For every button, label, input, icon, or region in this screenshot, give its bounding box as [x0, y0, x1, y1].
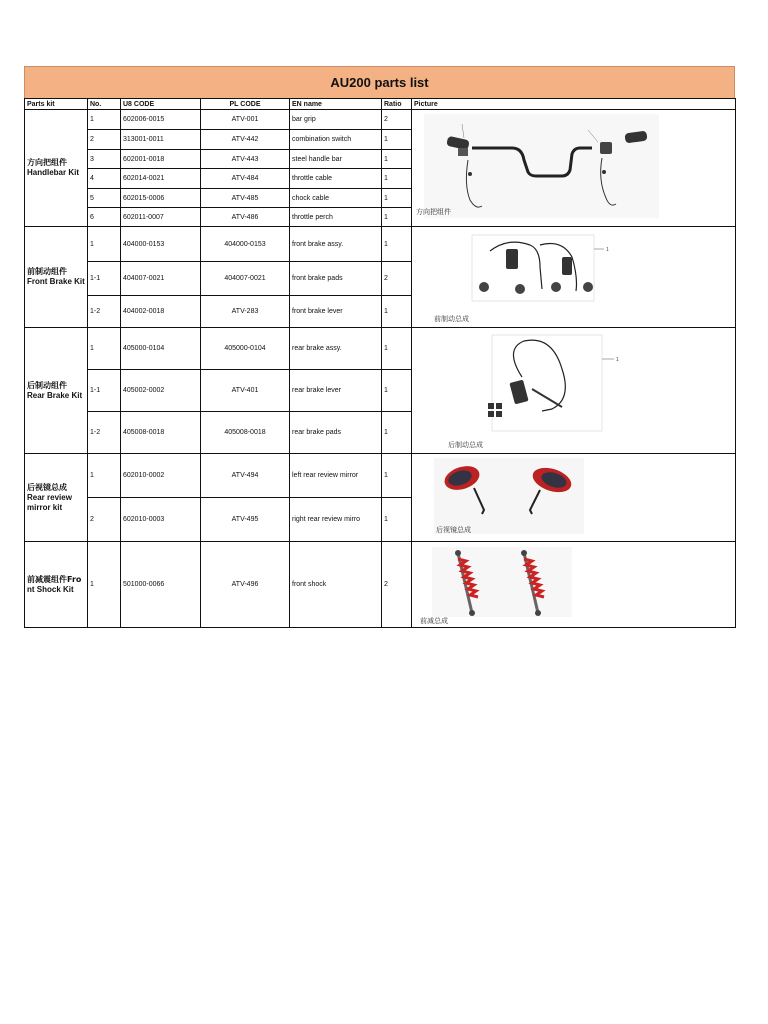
cell-u8: 405008-0018 [121, 412, 201, 454]
cell-pl: ATV-443 [201, 150, 290, 169]
cell-no: 1-1 [88, 262, 121, 295]
cell-pl: ATV-484 [201, 169, 290, 189]
cell-en: right rear review mirro [290, 498, 382, 542]
cell-ratio: 2 [382, 262, 412, 295]
mirror-drawing [412, 454, 734, 541]
cell-ratio: 1 [382, 454, 412, 498]
kit-mirror [25, 454, 88, 542]
kit-zh-name: 方向把组件 [27, 158, 67, 167]
mirror-caption: 后视镜总成 [436, 526, 471, 534]
kit-zh-name: 前制动组件 [27, 267, 67, 276]
cell-no: 1 [88, 110, 121, 130]
parts-table [24, 98, 736, 628]
cell-no: 2 [88, 498, 121, 542]
picture-handlebar [412, 110, 736, 227]
cell-pl: 405000-0104 [201, 328, 290, 370]
cell-pl: ATV-485 [201, 189, 290, 208]
header-row [25, 99, 736, 110]
cell-pl: ATV-495 [201, 498, 290, 542]
cell-pl: ATV-401 [201, 370, 290, 412]
kit-en-name: nt Shock Kit [27, 584, 74, 594]
cell-en: left rear review mirror [290, 454, 382, 498]
cell-no: 6 [88, 208, 121, 227]
cell-u8: 404007-0021 [121, 262, 201, 295]
cell-pl: 404007-0021 [201, 262, 290, 295]
cell-no: 3 [88, 150, 121, 169]
cell-u8: 602006-0015 [121, 110, 201, 130]
cell-u8: 405000-0104 [121, 328, 201, 370]
table-row [25, 227, 736, 262]
shock-drawing [412, 543, 734, 627]
cell-en: rear brake assy. [290, 328, 382, 370]
callout-1: 1 [606, 247, 609, 253]
kit-en-name: Rear Brake Kit [27, 390, 83, 400]
kit-zh-name: 后制动组件 [27, 380, 67, 390]
cell-no: 1-1 [88, 370, 121, 412]
cell-u8: 313001-0011 [121, 130, 201, 150]
cell-pl: ATV-283 [201, 295, 290, 327]
cell-pl: ATV-001 [201, 110, 290, 130]
front-brake-caption: 前制动总成 [434, 315, 469, 323]
cell-u8: 405002-0002 [121, 370, 201, 412]
kit-en-name: Handlebar Kit [27, 168, 80, 177]
picture-rear-brake [412, 328, 736, 454]
cell-ratio: 1 [382, 370, 412, 412]
table-row [25, 454, 736, 498]
cell-en: rear brake pads [290, 412, 382, 454]
cell-ratio: 1 [382, 189, 412, 208]
header-picture: Picture [412, 99, 736, 110]
header-en-name: EN name [290, 99, 382, 110]
rear-brake-drawing [412, 329, 734, 453]
cell-ratio: 1 [382, 130, 412, 150]
cell-pl: 404000-0153 [201, 227, 290, 262]
rear-brake-caption: 后制动总成 [448, 440, 483, 449]
header-pl-code: PL CODE [201, 99, 290, 110]
cell-ratio: 1 [382, 169, 412, 189]
kit-handlebar [25, 110, 88, 227]
cell-en: rear brake lever [290, 370, 382, 412]
cell-ratio: 1 [382, 498, 412, 542]
cell-pl: ATV-496 [201, 542, 290, 628]
table-row [25, 328, 736, 370]
cell-en: front shock [290, 542, 382, 628]
cell-en: front brake lever [290, 295, 382, 327]
cell-u8: 602011-0007 [121, 208, 201, 227]
cell-u8: 404000-0153 [121, 227, 201, 262]
sheet-title: AU200 parts list [24, 66, 735, 98]
kit-zh-name: 前减震组件Fro [27, 574, 82, 584]
kit-zh-name: 后视镜总成 [27, 482, 67, 492]
cell-u8: 501000-0066 [121, 542, 201, 628]
kit-front-brake [25, 227, 88, 328]
cell-ratio: 2 [382, 542, 412, 628]
cell-en: front brake assy. [290, 227, 382, 262]
cell-ratio: 1 [382, 328, 412, 370]
cell-no: 5 [88, 189, 121, 208]
header-ratio: Ratio [382, 99, 412, 110]
cell-ratio: 1 [382, 208, 412, 227]
cell-pl: ATV-494 [201, 454, 290, 498]
parts-sheet [24, 66, 735, 628]
picture-mirror [412, 454, 736, 542]
cell-en: throttle cable [290, 169, 382, 189]
front-brake-drawing [412, 227, 734, 327]
cell-pl: ATV-486 [201, 208, 290, 227]
cell-en: throttle perch [290, 208, 382, 227]
cell-en: bar grip [290, 110, 382, 130]
cell-no: 2 [88, 130, 121, 150]
cell-u8: 602001-0018 [121, 150, 201, 169]
handlebar-caption: 方向把组件 [416, 208, 451, 216]
cell-no: 1 [88, 542, 121, 628]
cell-en: chock cable [290, 189, 382, 208]
cell-no: 1 [88, 454, 121, 498]
cell-u8: 602010-0003 [121, 498, 201, 542]
kit-rear-brake [25, 328, 88, 454]
cell-pl: 405008-0018 [201, 412, 290, 454]
picture-shock [412, 542, 736, 628]
cell-no: 1 [88, 328, 121, 370]
cell-en: combination switch [290, 130, 382, 150]
cell-no: 1-2 [88, 412, 121, 454]
cell-ratio: 1 [382, 295, 412, 327]
cell-no: 1 [88, 227, 121, 262]
cell-u8: 602014-0021 [121, 169, 201, 189]
kit-shock [25, 542, 88, 628]
cell-u8: 404002-0018 [121, 295, 201, 327]
callout-1: 1 [616, 356, 619, 363]
cell-ratio: 1 [382, 412, 412, 454]
cell-ratio: 2 [382, 110, 412, 130]
kit-en-name: Rear review mirror kit [27, 492, 72, 512]
cell-ratio: 1 [382, 227, 412, 262]
cell-en: front brake pads [290, 262, 382, 295]
cell-pl: ATV-442 [201, 130, 290, 150]
shock-caption: 前减总成 [420, 616, 448, 625]
cell-no: 4 [88, 169, 121, 189]
table-row [25, 542, 736, 628]
cell-u8: 602010-0002 [121, 454, 201, 498]
header-parts-kit: Parts kit [25, 99, 88, 110]
cell-en: steel handle bar [290, 150, 382, 169]
cell-no: 1-2 [88, 295, 121, 327]
cell-u8: 602015-0006 [121, 189, 201, 208]
header-u8-code: U8 CODE [121, 99, 201, 110]
picture-front-brake [412, 227, 736, 328]
kit-en-name: Front Brake Kit [27, 277, 85, 286]
cell-ratio: 1 [382, 150, 412, 169]
table-row [25, 110, 736, 130]
header-no: No. [88, 99, 121, 110]
handlebar-drawing [412, 110, 734, 226]
